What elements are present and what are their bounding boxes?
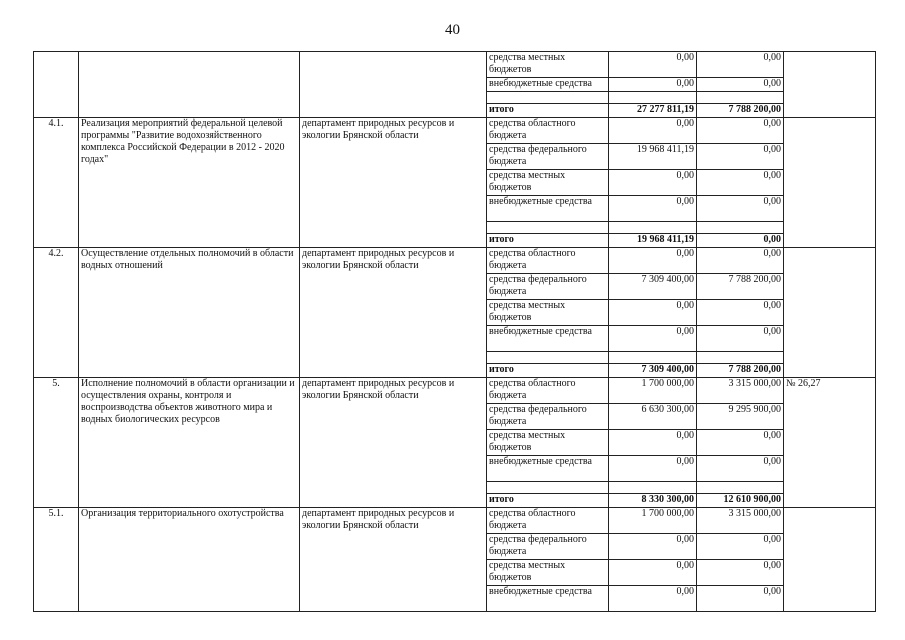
source-cell: внебюджетные средства	[487, 326, 609, 352]
value-cell: 6 630 300,00	[609, 404, 697, 430]
value-cell: 0,00	[609, 196, 697, 222]
value-cell: 0,00	[609, 52, 697, 78]
table-row	[34, 378, 876, 404]
section-number: 5.	[34, 378, 79, 508]
value-cell: 0,00	[609, 170, 697, 196]
value-cell: 0,00	[609, 78, 697, 92]
value-cell: 0,00	[697, 300, 784, 326]
org-cell	[300, 52, 487, 118]
source-cell: средства областного бюджета	[487, 248, 609, 274]
total-value: 7 788 200,00	[697, 364, 784, 378]
section-note	[784, 248, 876, 378]
value-cell: 0,00	[609, 534, 697, 560]
section-note: № 26,27	[784, 378, 876, 508]
section-number: 4.2.	[34, 248, 79, 378]
source-cell: средства местных бюджетов	[487, 430, 609, 456]
section-name: Исполнение полномочий в области организации и осуществления охраны, контроля и воспроизводства объектов животного мира и водных биологических ресурсов	[79, 378, 300, 508]
value-cell: 0,00	[609, 118, 697, 144]
section-number: 4.1.	[34, 118, 79, 248]
value-cell: 19 968 411,19	[609, 144, 697, 170]
section-name: Осуществление отдельных полномочий в области водных отношений	[79, 248, 300, 378]
source-cell: средства областного бюджета	[487, 378, 609, 404]
name-cell	[79, 52, 300, 118]
value-cell: 0,00	[609, 560, 697, 586]
section-org: департамент природных ресурсов и экологии Брянской области	[300, 248, 487, 378]
source-cell: средства местных бюджетов	[487, 52, 609, 78]
value-cell: 0,00	[697, 586, 784, 612]
source-cell: внебюджетные средства	[487, 456, 609, 482]
section-name: Реализация мероприятий федеральной целевой программы "Развитие водохозяйственного комплекса Российской Федерации в 2012 - 2020 годах"	[79, 118, 300, 248]
value-cell: 0,00	[697, 78, 784, 92]
total-value: 7 309 400,00	[609, 364, 697, 378]
total-label: итого	[487, 104, 609, 118]
total-label: итого	[487, 494, 609, 508]
value-cell: 3 315 000,00	[697, 378, 784, 404]
note-cell	[784, 52, 876, 118]
total-label: итого	[487, 234, 609, 248]
total-value: 19 968 411,19	[609, 234, 697, 248]
source-cell: средства федерального бюджета	[487, 534, 609, 560]
source-cell: средства федерального бюджета	[487, 404, 609, 430]
value-cell: 7 309 400,00	[609, 274, 697, 300]
total-value: 12 610 900,00	[697, 494, 784, 508]
total-value: 7 788 200,00	[697, 104, 784, 118]
section-org: департамент природных ресурсов и экологии Брянской области	[300, 508, 487, 612]
value-cell: 0,00	[697, 456, 784, 482]
section-name: Организация территориального охотустройства	[79, 508, 300, 612]
section-org: департамент природных ресурсов и экологии Брянской области	[300, 118, 487, 248]
value-cell: 0,00	[697, 196, 784, 222]
section-note	[784, 118, 876, 248]
value-cell: 1 700 000,00	[609, 378, 697, 404]
value-cell: 0,00	[697, 326, 784, 352]
source-cell: средства местных бюджетов	[487, 300, 609, 326]
source-cell: внебюджетные средства	[487, 586, 609, 612]
value-cell: 0,00	[609, 248, 697, 274]
total-value: 0,00	[697, 234, 784, 248]
value-cell: 0,00	[609, 300, 697, 326]
page-number: 40	[445, 22, 460, 38]
source-cell: внебюджетные средства	[487, 196, 609, 222]
total-label: итого	[487, 364, 609, 378]
value-cell: 7 788 200,00	[697, 274, 784, 300]
table-row	[34, 508, 876, 534]
section-number: 5.1.	[34, 508, 79, 612]
value-cell: 0,00	[609, 456, 697, 482]
source-cell: внебюджетные средства	[487, 78, 609, 92]
source-cell: средства областного бюджета	[487, 118, 609, 144]
table-row	[34, 118, 876, 144]
total-value: 27 277 811,19	[609, 104, 697, 118]
value-cell: 0,00	[697, 144, 784, 170]
source-cell: средства областного бюджета	[487, 508, 609, 534]
source-cell: средства местных бюджетов	[487, 560, 609, 586]
source-cell: средства местных бюджетов	[487, 170, 609, 196]
value-cell: 0,00	[697, 118, 784, 144]
value-cell: 0,00	[609, 326, 697, 352]
budget-table-body	[34, 52, 876, 612]
value-cell: 0,00	[609, 430, 697, 456]
value-cell: 0,00	[697, 560, 784, 586]
value-cell: 0,00	[697, 430, 784, 456]
source-cell: средства федерального бюджета	[487, 144, 609, 170]
table-row	[34, 248, 876, 274]
total-value: 8 330 300,00	[609, 494, 697, 508]
value-cell: 0,00	[697, 534, 784, 560]
value-cell: 0,00	[697, 170, 784, 196]
table-row	[34, 52, 876, 78]
value-cell: 9 295 900,00	[697, 404, 784, 430]
value-cell: 0,00	[609, 586, 697, 612]
value-cell: 0,00	[697, 248, 784, 274]
value-cell: 3 315 000,00	[697, 508, 784, 534]
section-org: департамент природных ресурсов и экологии Брянской области	[300, 378, 487, 508]
section-note	[784, 508, 876, 612]
source-cell: средства федерального бюджета	[487, 274, 609, 300]
value-cell: 0,00	[697, 52, 784, 78]
value-cell: 1 700 000,00	[609, 508, 697, 534]
budget-table	[33, 51, 876, 612]
number-cell	[34, 52, 79, 118]
